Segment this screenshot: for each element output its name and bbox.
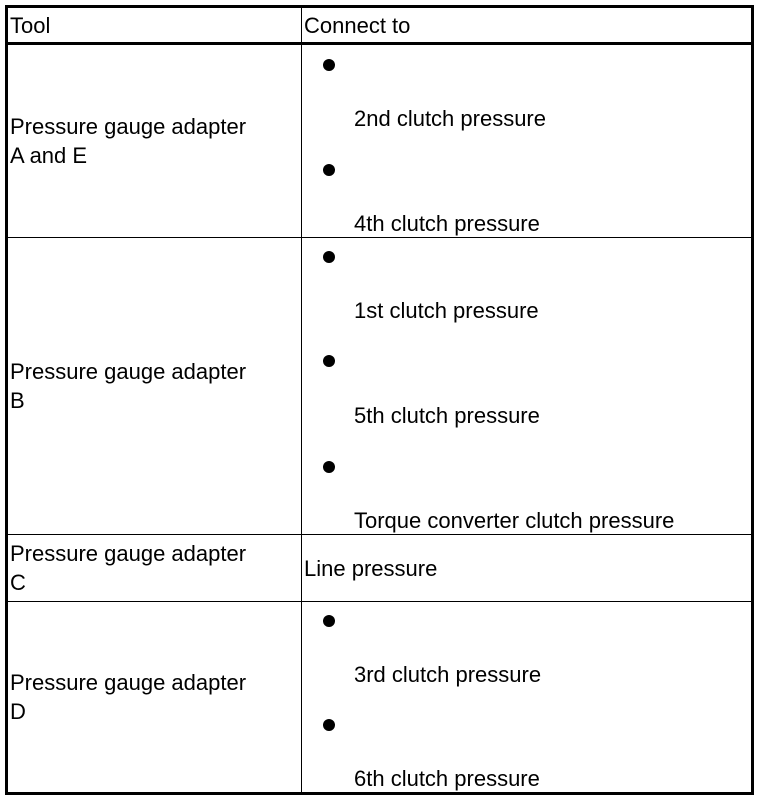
tool-name-line1: Pressure gauge adapter (10, 670, 247, 695)
list-item: 5th clutch pressure (354, 403, 540, 428)
tool-name-line2: B (10, 388, 25, 413)
tool-name-line1: Pressure gauge adapter (10, 114, 247, 139)
connect-cell (302, 602, 751, 792)
bullet-icon (323, 164, 335, 176)
tool-name-line2: C (10, 570, 26, 595)
connect-cell (302, 238, 751, 534)
bullet-icon (323, 461, 335, 473)
instruction-table (5, 5, 754, 795)
bullet-icon (323, 615, 335, 627)
tool-name-line1: Pressure gauge adapter (10, 359, 247, 384)
tool-name (10, 112, 246, 170)
bullet-icon (323, 719, 335, 731)
table-row (8, 238, 751, 535)
header-cell-connect (302, 8, 751, 42)
tool-cell (8, 602, 302, 792)
tool-name (10, 539, 246, 597)
tool-cell (8, 238, 302, 534)
bullet-icon (323, 355, 335, 367)
tool-cell (8, 535, 302, 601)
header-cell-tool (8, 8, 302, 42)
list-item: 3rd clutch pressure (354, 662, 542, 687)
list-item: Torque converter clutch pressure (354, 508, 675, 533)
tool-name-line2: D (10, 699, 26, 724)
table-row (8, 602, 751, 792)
table-header-row (8, 8, 751, 45)
list-item: 1st clutch pressure (354, 298, 539, 323)
tool-cell (8, 45, 302, 237)
tool-name (10, 668, 246, 726)
table-row (8, 535, 751, 602)
tool-name (10, 357, 246, 415)
table-row (8, 45, 751, 238)
header-tool-label: Tool (10, 12, 51, 38)
bullet-icon (323, 59, 335, 71)
connect-plain-text: Line pressure (304, 555, 438, 581)
list-item: 6th clutch pressure (354, 766, 540, 791)
connect-plain-wrapper (304, 535, 437, 601)
tool-name-line2: A and E (10, 143, 88, 168)
bullet-icon (323, 251, 335, 263)
header-connect-label: Connect to (304, 12, 411, 38)
tool-name-line1: Pressure gauge adapter (10, 541, 247, 566)
list-item: 4th clutch pressure (354, 211, 540, 236)
list-item: 2nd clutch pressure (354, 106, 546, 131)
connect-cell (302, 535, 751, 601)
connect-cell (302, 45, 751, 237)
